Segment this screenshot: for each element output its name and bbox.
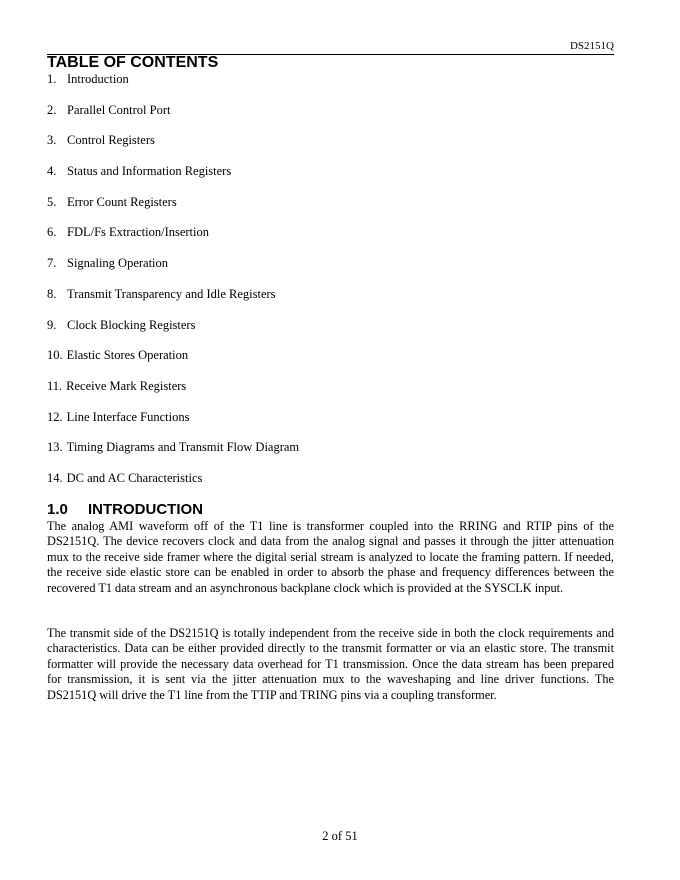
toc-item-number: 4. (47, 164, 57, 179)
toc-item-label: Transmit Transparency and Idle Registers (67, 286, 276, 301)
intro-paragraph-transmit: The transmit side of the DS2151Q is totally independent from the receive side in both the clock requirements and characteristics. Data can be either provided directly to the transmit formatter or via an elastic store. The transmit formatter will provide the necessary data overhead for T1 transmission. Once the data stream has been prepared for transmission, it is sent via the jitter attenuation mux to the waveshaping and line driver functions. The DS2151Q will drive the T1 line from the TTIP and TRING pins via a coupling transformer. (47, 626, 614, 702)
toc-item-number: 5. (47, 194, 57, 209)
toc-item-label: Error Count Registers (67, 194, 177, 209)
toc-item-label: Introduction (67, 72, 129, 86)
toc-item-label: Receive Mark Registers (66, 378, 187, 393)
toc-item-label: Line Interface Functions (66, 409, 190, 424)
toc-item-number: 9. (47, 317, 57, 332)
section-title: INTRODUCTION (88, 501, 203, 518)
toc-item (47, 71, 614, 102)
toc-item-number: 6. (47, 225, 57, 240)
section-heading (47, 500, 203, 520)
toc-item-number: 1. (47, 72, 57, 86)
toc-item-label: Control Registers (67, 133, 155, 148)
toc-item-label: FDL/Fs Extraction/Insertion (67, 225, 209, 240)
toc-title: TABLE OF CONTENTS (47, 54, 219, 71)
toc-item (47, 132, 614, 163)
section-number: 1.0 (47, 501, 68, 518)
toc-item (47, 409, 614, 440)
toc-item-number: 8. (47, 286, 57, 301)
toc-item (47, 224, 614, 255)
toc-item-label: DC and AC Characteristics (66, 470, 203, 485)
toc-item-label: Parallel Control Port (67, 102, 171, 117)
toc-item-label: Clock Blocking Registers (67, 317, 196, 332)
toc-item-label: Elastic Stores Operation (66, 348, 189, 363)
toc-item (47, 439, 614, 470)
intro-paragraph-receive: The analog AMI waveform off of the T1 line is transformer coupled into the RRING and RTIP pins of the DS2151Q. The device recovers clock and data from the analog signal and passes it through the jitter attenuation mux to the receive side framer where the digital serial stream is analyzed to locate the framing pattern. If needed, the receive side elastic store can be enabled in order to absorb the phase and frequency differences between the recovered T1 data stream and an asynchronous backplane clock which is provided at the SYSCLK input. (47, 519, 614, 595)
page-number: 2 of 51 (322, 829, 358, 843)
toc-item-number: 2. (47, 102, 57, 117)
toc-item-label: Timing Diagrams and Transmit Flow Diagram (66, 440, 300, 455)
toc-item-number: 13. (47, 440, 63, 455)
toc-item-label: Status and Information Registers (67, 164, 232, 179)
toc-item-number: 11. (47, 378, 63, 393)
toc-item (47, 102, 614, 133)
toc-item (47, 163, 614, 194)
toc-item-number: 3. (47, 133, 57, 148)
toc-item (47, 317, 614, 348)
toc-list (47, 71, 614, 501)
toc-item (47, 194, 614, 225)
toc-item (47, 255, 614, 286)
toc-item-label: Signaling Operation (67, 256, 169, 271)
toc-item-number: 7. (47, 256, 57, 271)
toc-item (47, 347, 614, 378)
toc-item-number: 14. (47, 470, 63, 485)
toc-item-number: 12. (47, 409, 63, 424)
toc-item-number: 10. (47, 348, 63, 363)
toc-item (47, 378, 614, 409)
toc-item (47, 470, 614, 501)
document-id: DS2151Q (569, 40, 614, 52)
toc-item (47, 286, 614, 317)
